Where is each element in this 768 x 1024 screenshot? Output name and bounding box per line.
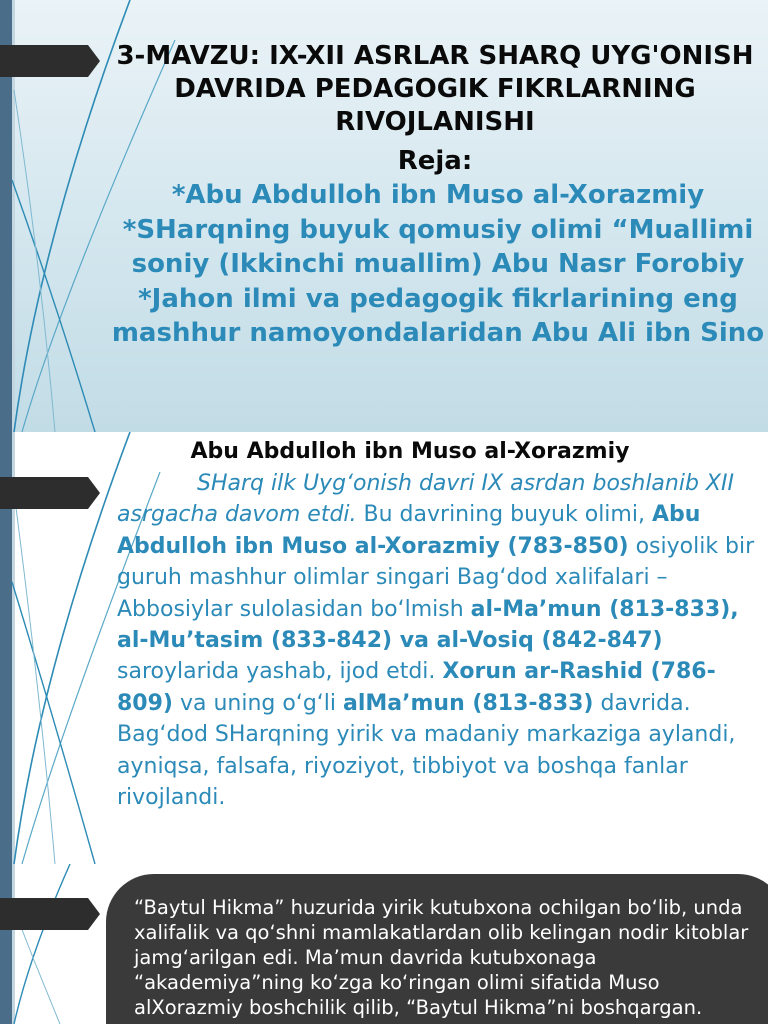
body-text: osiyolik bir guruh mashhur olimlar singari Bag‘dod xalifalari – Abbosiylar sulolasidan bo‘lmish xyxy=(117,533,755,622)
plan-item: *Abu Abdulloh ibn Muso al-Xorazmiy xyxy=(171,180,705,210)
body-bold: Abu Abdulloh ibn Muso al-Xorazmiy (783-850) xyxy=(117,502,701,559)
body-text: Bu davrining buyuk olimi, xyxy=(356,502,652,528)
intro-italic: SHarq ilk Uyg‘onish davri IX asrdan boshlanib XII asrgacha davom etdi. xyxy=(117,471,734,528)
body-bold: al-Ma’mun (813-833), al-Mu’tasim (833-842) va al-Vosiq (842-847) xyxy=(117,596,739,654)
slide-3-decorative-curves xyxy=(0,864,120,1024)
body-text: va uning o‘g‘li xyxy=(172,690,344,716)
plan-label: Reja: xyxy=(397,146,473,176)
slide-3-arrow-marker xyxy=(0,898,100,930)
body-bold: Xorun ar-Rashid (786-809) xyxy=(117,659,716,716)
slide-3 xyxy=(0,864,768,1024)
slide-2-arrow-marker xyxy=(0,477,100,509)
plan-item: *SHarqning buyuk qomusiy olimi “Muallimi soniy (Ikkinchi muallim) Abu Nasr Forobiy xyxy=(122,214,754,279)
body-text: saroylarida yashab, ijod etdi. xyxy=(117,659,443,685)
slide-1 xyxy=(0,0,768,432)
callout-text: “Baytul Hikma” huzurida yirik kutubxona ochilgan bo‘lib, unda xalifalik va qo‘shni mamlakatlardan olib kelingan nodir kitoblar jamg‘arilgan edi. Ma’mun davrida kutubxonaga “akademiya”ning ko‘zga ko‘ringan olimi sifatida Muso alXorazmiy boshchilik qilib, “Baytul Hikma”ni boshqargan. xyxy=(134,896,749,1019)
slide-2-heading: Abu Abdulloh ibn Muso al-Xorazmiy xyxy=(190,439,630,464)
plan-item: *Jahon ilmi va pedagogik fikrlarining eng mashhur namoyondalaridan Abu Ali ibn Sino xyxy=(111,283,765,348)
slide-1-title: 3-MAVZU: IX-XII ASRLAR SHARQ UYG'ONISH DAVRIDA PEDAGOGIK FIKRLARNING RIVOJLANISHI xyxy=(116,41,754,137)
slide-2 xyxy=(0,432,768,864)
body-bold: alMa’mun (813-833) xyxy=(343,690,594,716)
slide-2-body xyxy=(117,468,765,813)
slide-1-arrow-marker xyxy=(0,45,100,77)
plan-list xyxy=(108,178,768,351)
body-text: davrida. Bag‘dod SHarqning yirik va madaniy markaziga aylandi, ayniqsa, falsafa, riyoziyot, tibbiyot va boshqa fanlar rivojlandi. xyxy=(117,690,736,811)
